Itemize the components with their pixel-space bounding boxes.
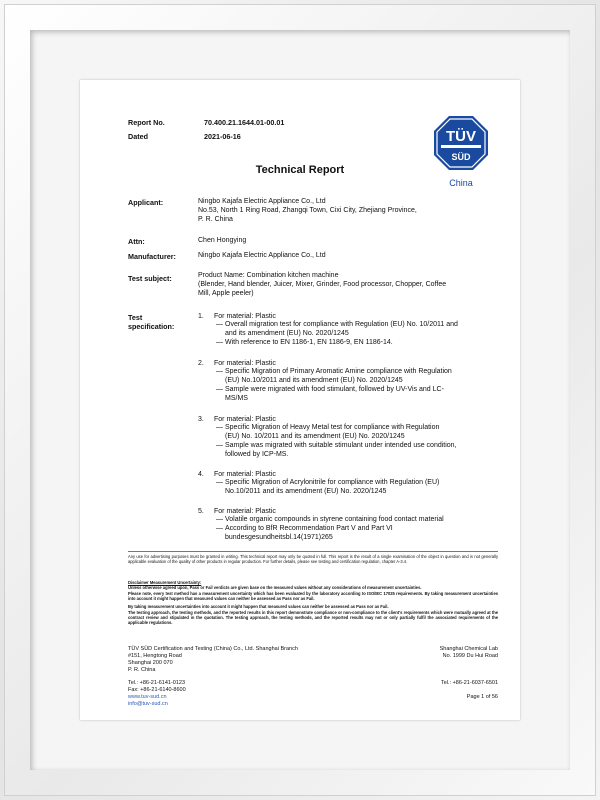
footer-fax: Fax: +86-21-6140-8600 — [128, 686, 186, 693]
spec-sub-line: and its amendment (EU) No. 2020/1245 — [225, 329, 349, 337]
spec-num: 4. — [198, 471, 204, 478]
test-spec-list: 1. For material: Plastic — Overall migration test for compliance with Regulation (EU) No. 10/2011 and and its amendment (EU) No. 2020/1245 — With reference to EN 1186-1, EN 1186-9, EN 1186-14. 2. For material: Plastic — Specific Migration of Primary Aromatic Amine compliance with Regulation (EU) No.10/2011 and its amendment (EU) No. 2020/1245 — Sample were migrated with food stimulant, followed by UV-Vis and LC- MS/MS 3. For material: Plastic — Specific Migration of Heavy Metal test for compliance with Regulation (EU) No. 10/2011 and its amendment (EU) No. 2020/1245 — Sample was migrated with suitable stimulant under intended use condition, followed by ICP-MS. 4. For material: Plastic — Specific Migration of Acrylonitrile for compliance with Regulation (EU) No.10/2011 and its amendment (EU) No. 2020/1245 5. For material: Plastic — Volatile organic compounds in styrene containing food contact material — According to BfR Recommendation Part V and Part VI bundesgesundheitsbl.14(1971)265 — [198, 313, 493, 563]
spec-sub-line: With reference to EN 1186-1, EN 1186-9, EN 1186-14. — [225, 339, 393, 346]
uncertainty-text-1: Unless otherwise agreed upon, Pass or Fail verdicts are given base on the measured values without any considerations of measurement uncertainties. — [128, 585, 422, 591]
test-subject-line: Product Name: Combination kitchen machine — [198, 272, 339, 279]
spec-sub-line: Volatile organic compounds in styrene containing food contact material — [225, 516, 444, 523]
dated-label: Dated — [128, 132, 148, 141]
spec-head: For material: Plastic — [214, 313, 276, 320]
attn-value: Chen Hongying — [198, 237, 247, 244]
footer-lab-addr: No. 1999 Du Hui Road — [442, 653, 498, 660]
report-no-label: Report No. — [128, 118, 165, 127]
test-subject-line: Mill, Apple peeler) — [198, 289, 254, 297]
applicant-line: P. R. China — [198, 215, 233, 223]
footer-lab-tel: Tel.: +86-21-6037-6501 — [440, 680, 498, 687]
footer-email-link[interactable]: info@tuv-sud.cn — [128, 700, 168, 707]
page-title: Technical Report — [255, 164, 345, 176]
attn-label: Attn: — [128, 237, 145, 246]
spec-sub-line: Specific Migration of Primary Aromatic Amine compliance with Regulation — [225, 368, 452, 375]
uncertainty-title: Disclaimer Measurement Uncertainty: — [128, 580, 202, 585]
spec-sub-line: No.10/2011 and its amendment (EU) No. 2020/1245 — [225, 487, 387, 495]
spec-head: For material: Plastic — [214, 360, 276, 367]
spec-num: 5. — [198, 508, 204, 515]
applicant-line: Ningbo Kajafa Electric Appliance Co., Ltd — [198, 198, 326, 205]
test-spec-label-1: Test — [128, 313, 143, 322]
test-subject-label: Test subject: — [128, 274, 172, 283]
footer-company: TÜV SÜD Certification and Testing (China) Co., Ltd. Shanghai Branch — [128, 646, 298, 652]
applicant-line: No.53, North 1 Ring Road, Zhangqi Town, Cixi City, Zhejiang Province, — [198, 206, 417, 214]
disclaimer-text: Any use for advertising purposes must be granted in writing. This technical report may only be quoted in full. This report is the result of a single examination of the object in question and is not generally applicable evaluation of the quality of other products in regular production. For further details, please see testing and certification regulation, chapter A-3.4. — [128, 554, 498, 565]
report-no: 70.400.21.1644.01-00.01 — [204, 118, 285, 127]
spec-sub-line: According to BfR Recommendation Part V and Part VI — [225, 525, 393, 532]
tuv-logo — [432, 114, 490, 194]
spec-sub-line: Specific Migration of Heavy Metal test for compliance with Regulation — [225, 424, 440, 431]
footer-right — [380, 646, 498, 702]
footer-left — [128, 646, 348, 708]
uncertainty-text-4: The testing approach, the testing methods, and the reported results in this report demonstrate compliance or non-compliance to the client's requirements which were mutually agreed at the contract review and stipulated in the quotation. The testing approach, the testing methods, and the reported results may not or only partially fulfil the associated requirements of the applicable regulations. — [128, 609, 498, 626]
spec-sub-line: (EU) No.10/2011 and its amendment (EU) No. 2020/1245 — [225, 376, 403, 384]
spec-sub-line: Specific Migration of Acrylonitrile for compliance with Regulation (EU) — [225, 479, 440, 486]
test-spec-label-2: specification: — [128, 322, 175, 331]
logo-text: TÜV — [446, 128, 476, 145]
spec-head: For material: Plastic — [214, 416, 276, 423]
manufacturer-label: Manufacturer: — [128, 252, 176, 261]
logo-country: China — [449, 178, 473, 188]
uncertainty-block — [128, 580, 498, 626]
spec-num: 3. — [198, 416, 204, 423]
applicant-label: Applicant: — [128, 198, 164, 207]
footer-addr: #151, Hengtong Road — [128, 653, 182, 660]
spec-head: For material: Plastic — [214, 508, 276, 515]
report-document — [80, 80, 520, 720]
spec-sub-line: Sample were migrated with food stimulant, followed by UV-Vis and LC- — [225, 386, 444, 393]
test-spec-label — [128, 313, 196, 331]
spec-head: For material: Plastic — [214, 471, 276, 478]
test-subject-line: (Blender, Hand blender, Juicer, Mixer, Grinder, Food processor, Chopper, Coffee — [198, 280, 447, 288]
spec-sub-line: Overall migration test for compliance with Regulation (EU) No. 10/2011 and — [225, 321, 458, 328]
spec-sub-line: MS/MS — [225, 394, 248, 402]
manufacturer-value: Ningbo Kajafa Electric Appliance Co., Ltd — [198, 252, 326, 259]
spec-num: 1. — [198, 313, 204, 320]
spec-sub-line: (EU) No. 10/2011 and its amendment (EU) No. 2020/1245 — [225, 432, 405, 440]
page-number: Page 1 of 56 — [466, 694, 498, 701]
footer-lab-name: Shanghai Chemical Lab — [439, 646, 498, 652]
dated-value: 2021-06-16 — [204, 132, 241, 141]
uncertainty-text-2: Please note, every test method has a measurement uncertainty which has been evaluated by the laboratory according to ISO/IEC 17025 requirements. By taking measurement uncertainties into account it might happen that measured values can neither be assessed as Pass nor as Fail. — [128, 590, 498, 601]
uncertainty-text-3: By taking measurement uncertainties into account it might happen that measured values can neither be assessed as Pass nor as Fail. — [128, 604, 389, 610]
footer-web-link[interactable]: www.tuv-sud.cn — [128, 693, 167, 700]
logo-sub: SÜD — [451, 152, 471, 162]
applicant-value — [198, 198, 488, 224]
test-subject-value — [198, 272, 488, 298]
footer-addr: Shanghai 200 070 — [128, 660, 173, 667]
section-divider — [128, 551, 498, 552]
spec-sub-line: bundesgesundheitsbl.14(1971)265 — [225, 533, 333, 541]
spec-sub-line: Sample was migrated with suitable stimulant under intended use condition, — [225, 442, 457, 449]
spec-num: 2. — [198, 360, 204, 367]
spec-sub-line: followed by ICP-MS. — [225, 450, 289, 458]
footer-tel: Tel.: +86-21-6141-0123 — [128, 679, 186, 686]
footer-addr: P. R. China — [128, 667, 156, 674]
